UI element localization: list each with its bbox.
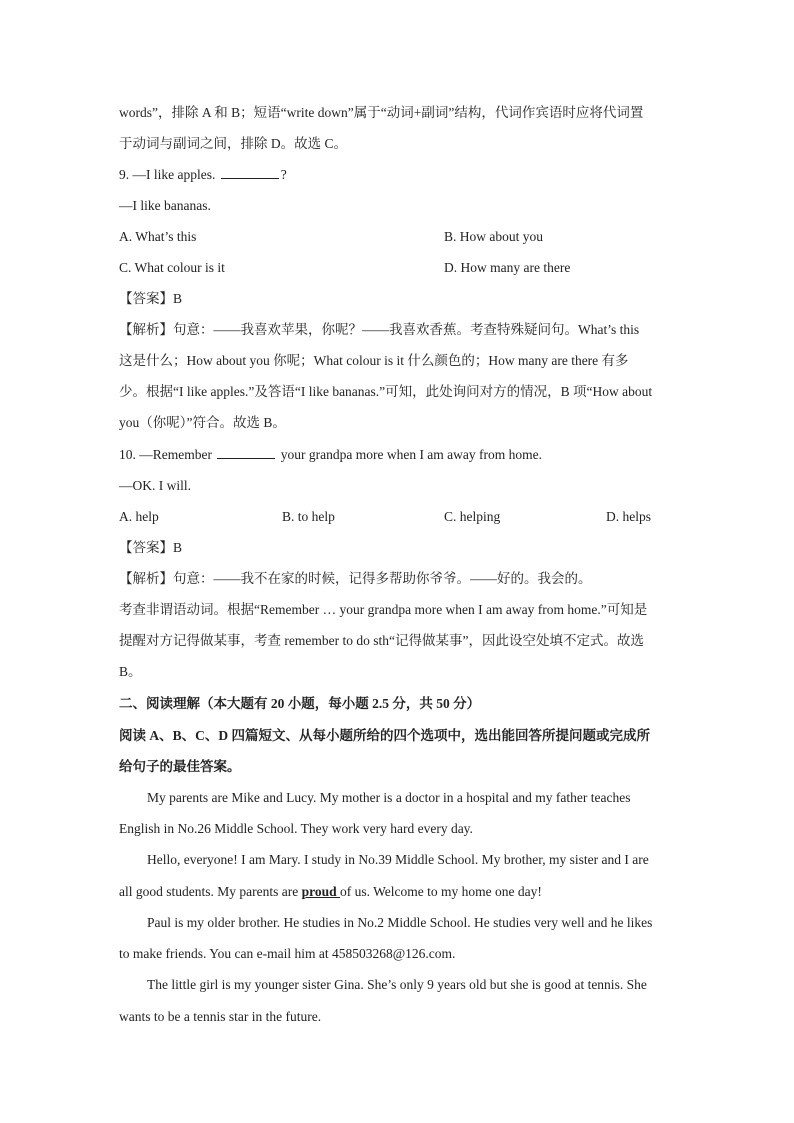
passage-line: My parents are Mike and Lucy. My mother is a doctor in a hospital and my father teaches bbox=[147, 790, 631, 805]
question-9 bbox=[119, 166, 287, 184]
option-d: D. How many are there bbox=[444, 260, 571, 275]
passage-line: wants to be a tennis star in the future. bbox=[119, 1009, 322, 1024]
passage-text: of us. Welcome to my home one day! bbox=[340, 884, 542, 899]
text-line: 于动词与副词之间，排除 D。故选 C。 bbox=[119, 136, 348, 151]
underlined-word: proud bbox=[301, 884, 340, 899]
option-b: B. to help bbox=[282, 509, 335, 524]
answer-blank bbox=[217, 446, 275, 459]
passage-line: The little girl is my younger sister Gina. She’s only 9 years old but she is good at tennis. She bbox=[147, 977, 647, 992]
question-10 bbox=[119, 446, 542, 464]
explanation-line: 【解析】句意：——我不在家的时候，记得多帮助你爷爷。——好的。我会的。 bbox=[119, 571, 592, 586]
question-reply: —I like bananas. bbox=[119, 198, 211, 213]
explanation-line: you（你呢）”符合。故选 B。 bbox=[119, 415, 286, 430]
passage-line: Paul is my older brother. He studies in No.2 Middle School. He studies very well and he likes bbox=[147, 915, 653, 930]
section-instruction: 阅读 A、B、C、D 四篇短文、从每小题所给的四个选项中，选出能回答所提问题或完成所 bbox=[119, 728, 651, 743]
option-c: C. helping bbox=[444, 509, 501, 524]
question-text: 10. —Remember bbox=[119, 447, 216, 462]
answer-label: 【答案】B bbox=[119, 291, 183, 306]
section-title: 二、阅读理解（本大题有 20 小题，每小题 2.5 分，共 50 分） bbox=[119, 696, 481, 711]
explanation-line: 【解析】句意：——我喜欢苹果，你呢？——我喜欢香蕉。考查特殊疑问句。What’s this bbox=[119, 322, 640, 337]
question-text: 9. —I like apples. bbox=[119, 167, 219, 182]
passage-line: English in No.26 Middle School. They work very hard every day. bbox=[119, 821, 473, 836]
question-text: ? bbox=[280, 167, 287, 182]
answer-blank bbox=[221, 166, 279, 179]
explanation-line: 提醒对方记得做某事，考查 remember to do sth“记得做某事”，因此设空处填不定式。故选 bbox=[119, 633, 644, 648]
option-d: D. helps bbox=[606, 509, 651, 524]
option-a: A. help bbox=[119, 509, 159, 524]
text-line: words”，排除 A 和 B；短语“write down”属于“动词+副词”结构，代词作宾语时应将代词置 bbox=[119, 105, 644, 120]
section-instruction: 给句子的最佳答案。 bbox=[119, 759, 241, 774]
explanation-line: 考查非谓语动词。根据“Remember … your grandpa more when I am away from home.”可知是 bbox=[119, 602, 648, 617]
passage-text: all good students. My parents are bbox=[119, 884, 302, 899]
answer-label: 【答案】B bbox=[119, 540, 183, 555]
explanation-line: B。 bbox=[119, 664, 142, 679]
passage-line bbox=[119, 883, 542, 901]
option-c: C. What colour is it bbox=[119, 260, 225, 275]
option-b: B. How about you bbox=[444, 229, 543, 244]
passage-line: Hello, everyone! I am Mary. I study in No.39 Middle School. My brother, my sister and I are bbox=[147, 852, 649, 867]
explanation-line: 这是什么；How about you 你呢；What colour is it 什么颜色的；How many are there 有多 bbox=[119, 353, 629, 368]
option-a: A. What’s this bbox=[119, 229, 197, 244]
question-text: your grandpa more when I am away from home. bbox=[277, 447, 543, 462]
passage-line: to make friends. You can e-mail him at 458503268@126.com. bbox=[119, 946, 456, 961]
question-reply: —OK. I will. bbox=[119, 478, 191, 493]
explanation-line: 少。根据“I like apples.”及答语“I like bananas.”可知，此处询问对方的情况，B 项“How about bbox=[119, 384, 653, 399]
